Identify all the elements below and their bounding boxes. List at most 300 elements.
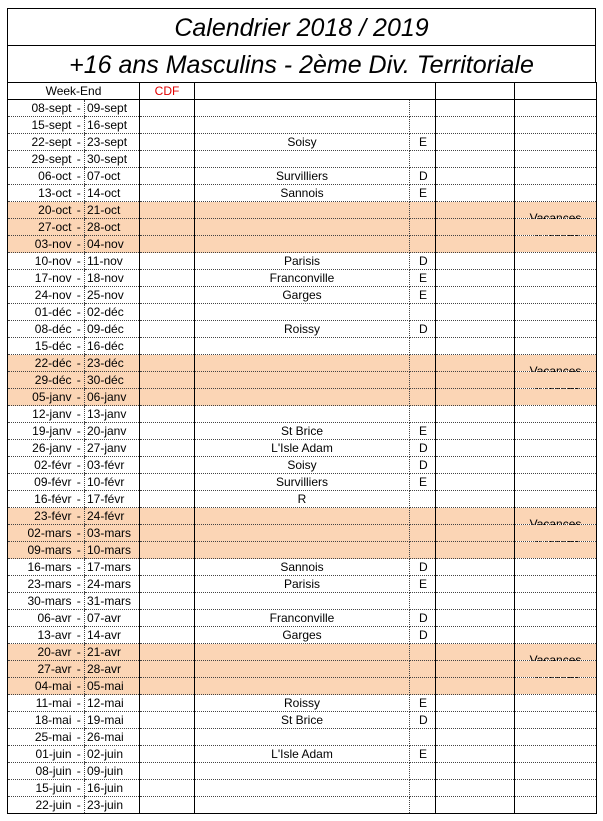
home-away-cell	[410, 202, 436, 219]
notes-cell	[515, 185, 597, 202]
calendar-title: Calendrier 2018 / 2019	[8, 9, 595, 46]
home-away-cell: E	[410, 474, 436, 491]
sunday-date: 06-janv	[85, 389, 140, 406]
table-row	[8, 576, 597, 593]
home-away-cell	[410, 525, 436, 542]
table-row	[8, 797, 597, 814]
saturday-date: 15-déc	[8, 338, 74, 355]
sunday-date: 20-janv	[85, 423, 140, 440]
saturday-date: 06-oct	[8, 168, 74, 185]
table-row	[8, 406, 597, 423]
sunday-date: 03-mars	[85, 525, 140, 542]
extra-cell	[436, 372, 515, 389]
date-separator: -	[74, 355, 85, 372]
notes-cell	[515, 508, 597, 525]
cdf-cell	[140, 508, 195, 525]
extra-cell	[436, 219, 515, 236]
home-away-cell	[410, 236, 436, 253]
saturday-date: 09-févr	[8, 474, 74, 491]
cdf-cell	[140, 474, 195, 491]
saturday-date: 26-janv	[8, 440, 74, 457]
opponent-cell: Garges	[195, 627, 410, 644]
notes-cell	[515, 746, 597, 763]
cdf-cell	[140, 763, 195, 780]
opponent-cell: Franconville	[195, 610, 410, 627]
sunday-date: 10-févr	[85, 474, 140, 491]
opponent-cell	[195, 593, 410, 610]
extra-cell	[436, 355, 515, 372]
extra-cell	[436, 593, 515, 610]
saturday-date: 22-sept	[8, 134, 74, 151]
sunday-date: 18-nov	[85, 270, 140, 287]
cdf-cell	[140, 253, 195, 270]
sunday-date: 11-nov	[85, 253, 140, 270]
notes-cell	[515, 423, 597, 440]
saturday-date: 08-déc	[8, 321, 74, 338]
home-away-cell: E	[410, 423, 436, 440]
table-row	[8, 321, 597, 338]
date-separator: -	[74, 287, 85, 304]
table-row	[8, 355, 597, 372]
saturday-date: 30-mars	[8, 593, 74, 610]
sunday-date: 07-oct	[85, 168, 140, 185]
sunday-date: 14-oct	[85, 185, 140, 202]
notes-cell	[515, 236, 597, 253]
date-separator: -	[74, 542, 85, 559]
sunday-date: 21-oct	[85, 202, 140, 219]
home-away-cell: D	[410, 559, 436, 576]
table-row	[8, 593, 597, 610]
opponent-cell	[195, 236, 410, 253]
sunday-date: 17-févr	[85, 491, 140, 508]
table-row	[8, 440, 597, 457]
saturday-date: 23-févr	[8, 508, 74, 525]
date-separator: -	[74, 559, 85, 576]
extra-cell	[436, 661, 515, 678]
date-separator: -	[74, 406, 85, 423]
extra-cell	[436, 644, 515, 661]
home-away-cell	[410, 593, 436, 610]
table-row	[8, 236, 597, 253]
sunday-date: 16-juin	[85, 780, 140, 797]
date-separator: -	[74, 219, 85, 236]
extra-cell	[436, 423, 515, 440]
sunday-date: 13-janv	[85, 406, 140, 423]
opponent-cell	[195, 729, 410, 746]
table-row	[8, 185, 597, 202]
table-row	[8, 661, 597, 678]
date-separator: -	[74, 236, 85, 253]
opponent-cell	[195, 644, 410, 661]
notes-cell	[515, 457, 597, 474]
cdf-cell	[140, 491, 195, 508]
date-separator: -	[74, 576, 85, 593]
sunday-date: 25-nov	[85, 287, 140, 304]
cdf-cell	[140, 287, 195, 304]
home-away-cell	[410, 542, 436, 559]
notes-cell	[515, 287, 597, 304]
home-away-cell: E	[410, 134, 436, 151]
saturday-date: 24-nov	[8, 287, 74, 304]
saturday-date: 27-oct	[8, 219, 74, 236]
table-row	[8, 100, 597, 117]
table-row	[8, 780, 597, 797]
saturday-date: 29-déc	[8, 372, 74, 389]
table-row	[8, 678, 597, 695]
home-away-cell	[410, 151, 436, 168]
cdf-cell	[140, 712, 195, 729]
notes-cell	[515, 321, 597, 338]
date-separator: -	[74, 729, 85, 746]
sunday-date: 21-avr	[85, 644, 140, 661]
opponent-cell	[195, 406, 410, 423]
table-row	[8, 151, 597, 168]
date-separator: -	[74, 423, 85, 440]
extra-cell	[436, 117, 515, 134]
extra-cell	[436, 780, 515, 797]
opponent-header	[195, 83, 436, 100]
extra-cell	[436, 457, 515, 474]
home-away-cell: D	[410, 253, 436, 270]
extra-cell	[436, 797, 515, 814]
extra-cell	[436, 185, 515, 202]
extra-cell	[436, 559, 515, 576]
date-separator: -	[74, 372, 85, 389]
home-away-cell: E	[410, 695, 436, 712]
extra-cell	[436, 321, 515, 338]
table-row	[8, 457, 597, 474]
cdf-cell	[140, 355, 195, 372]
extra-cell	[436, 763, 515, 780]
sunday-date: 30-sept	[85, 151, 140, 168]
date-separator: -	[74, 338, 85, 355]
extra-cell	[436, 287, 515, 304]
sunday-date: 03-févr	[85, 457, 140, 474]
opponent-cell	[195, 763, 410, 780]
date-separator: -	[74, 168, 85, 185]
saturday-date: 15-juin	[8, 780, 74, 797]
cdf-cell	[140, 542, 195, 559]
table-row	[8, 134, 597, 151]
opponent-cell	[195, 219, 410, 236]
cdf-cell	[140, 610, 195, 627]
table-row	[8, 372, 597, 389]
table-row	[8, 270, 597, 287]
date-separator: -	[74, 695, 85, 712]
home-away-cell	[410, 678, 436, 695]
home-away-cell: D	[410, 168, 436, 185]
cdf-cell	[140, 134, 195, 151]
extra-cell	[436, 134, 515, 151]
saturday-date: 09-mars	[8, 542, 74, 559]
date-separator: -	[74, 151, 85, 168]
date-separator: -	[74, 491, 85, 508]
notes-cell	[515, 491, 597, 508]
cdf-cell	[140, 525, 195, 542]
saturday-date: 23-mars	[8, 576, 74, 593]
cdf-cell	[140, 338, 195, 355]
opponent-cell: Franconville	[195, 270, 410, 287]
date-separator: -	[74, 712, 85, 729]
opponent-cell: Soisy	[195, 134, 410, 151]
cdf-cell	[140, 168, 195, 185]
sunday-date: 30-déc	[85, 372, 140, 389]
opponent-cell: Parisis	[195, 253, 410, 270]
home-away-cell: D	[410, 610, 436, 627]
notes-cell	[515, 542, 597, 559]
home-away-cell	[410, 389, 436, 406]
extra-cell	[436, 440, 515, 457]
opponent-cell	[195, 202, 410, 219]
extra-cell	[436, 151, 515, 168]
cdf-cell	[140, 440, 195, 457]
cdf-cell	[140, 457, 195, 474]
cdf-cell	[140, 661, 195, 678]
date-separator: -	[74, 304, 85, 321]
cdf-cell	[140, 559, 195, 576]
opponent-cell: R	[195, 491, 410, 508]
table-row	[8, 338, 597, 355]
notes-cell	[515, 304, 597, 321]
cdf-cell	[140, 270, 195, 287]
saturday-date: 18-mai	[8, 712, 74, 729]
notes-cell	[515, 100, 597, 117]
table-row	[8, 610, 597, 627]
home-away-cell	[410, 355, 436, 372]
cdf-cell	[140, 627, 195, 644]
home-away-cell	[410, 219, 436, 236]
notes-cell	[515, 253, 597, 270]
cdf-cell	[140, 202, 195, 219]
extra-cell	[436, 525, 515, 542]
notes-cell	[515, 474, 597, 491]
title-box	[7, 8, 596, 82]
home-away-cell: E	[410, 287, 436, 304]
opponent-cell: L'Isle Adam	[195, 440, 410, 457]
opponent-cell	[195, 355, 410, 372]
saturday-date: 15-sept	[8, 117, 74, 134]
table-row	[8, 474, 597, 491]
extra-cell	[436, 491, 515, 508]
cdf-cell	[140, 389, 195, 406]
extra-cell	[436, 168, 515, 185]
home-away-cell: E	[410, 576, 436, 593]
table-row	[8, 644, 597, 661]
notes-cell	[515, 440, 597, 457]
extra-cell	[436, 338, 515, 355]
sunday-date: 24-févr	[85, 508, 140, 525]
extra-cell	[436, 236, 515, 253]
saturday-date: 08-juin	[8, 763, 74, 780]
date-separator: -	[74, 525, 85, 542]
notes-cell	[515, 780, 597, 797]
home-away-cell	[410, 508, 436, 525]
cdf-cell	[140, 695, 195, 712]
opponent-cell: St Brice	[195, 423, 410, 440]
saturday-date: 29-sept	[8, 151, 74, 168]
extra-cell	[436, 100, 515, 117]
opponent-cell	[195, 542, 410, 559]
calendar-subtitle: +16 ans Masculins - 2ème Div. Territoriale	[69, 51, 534, 79]
notes-cell	[515, 338, 597, 355]
date-separator: -	[74, 457, 85, 474]
sunday-date: 31-mars	[85, 593, 140, 610]
opponent-cell: St Brice	[195, 712, 410, 729]
saturday-date: 01-juin	[8, 746, 74, 763]
notes-cell	[515, 593, 597, 610]
saturday-date: 25-mai	[8, 729, 74, 746]
date-separator: -	[74, 134, 85, 151]
table-row	[8, 253, 597, 270]
table-row	[8, 729, 597, 746]
extra-cell	[436, 474, 515, 491]
sunday-date: 16-déc	[85, 338, 140, 355]
notes-cell	[515, 219, 597, 236]
cdf-cell	[140, 219, 195, 236]
sunday-date: 02-déc	[85, 304, 140, 321]
saturday-date: 20-avr	[8, 644, 74, 661]
opponent-cell	[195, 525, 410, 542]
sunday-date: 19-mai	[85, 712, 140, 729]
sunday-date: 24-mars	[85, 576, 140, 593]
cdf-cell	[140, 423, 195, 440]
home-away-cell: D	[410, 627, 436, 644]
extra-cell	[436, 729, 515, 746]
cdf-cell	[140, 100, 195, 117]
schedule-table	[7, 82, 597, 814]
notes-cell	[515, 168, 597, 185]
notes-cell	[515, 678, 597, 695]
opponent-cell: Sannois	[195, 185, 410, 202]
table-row	[8, 627, 597, 644]
saturday-date: 05-janv	[8, 389, 74, 406]
sunday-date: 02-juin	[85, 746, 140, 763]
sunday-date: 09-sept	[85, 100, 140, 117]
table-row	[8, 423, 597, 440]
extra-cell	[436, 406, 515, 423]
notes-cell	[515, 695, 597, 712]
saturday-date: 22-juin	[8, 797, 74, 814]
notes-cell	[515, 406, 597, 423]
notes-cell	[515, 576, 597, 593]
home-away-cell: D	[410, 440, 436, 457]
saturday-date: 08-sept	[8, 100, 74, 117]
notes-cell	[515, 644, 597, 661]
notes-cell	[515, 202, 597, 219]
opponent-cell	[195, 151, 410, 168]
sunday-date: 09-déc	[85, 321, 140, 338]
table-row	[8, 508, 597, 525]
home-away-cell	[410, 117, 436, 134]
home-away-cell: D	[410, 712, 436, 729]
notes-cell	[515, 389, 597, 406]
date-separator: -	[74, 746, 85, 763]
opponent-cell: L'Isle Adam	[195, 746, 410, 763]
sunday-date: 17-mars	[85, 559, 140, 576]
saturday-date: 19-janv	[8, 423, 74, 440]
cdf-cell	[140, 678, 195, 695]
notes-cell	[515, 610, 597, 627]
home-away-cell	[410, 763, 436, 780]
extra-cell	[436, 542, 515, 559]
extra-cell	[436, 610, 515, 627]
date-separator: -	[74, 593, 85, 610]
opponent-cell	[195, 797, 410, 814]
sunday-date: 05-mai	[85, 678, 140, 695]
opponent-cell	[195, 661, 410, 678]
date-separator: -	[74, 100, 85, 117]
sunday-date: 09-juin	[85, 763, 140, 780]
table-row	[8, 287, 597, 304]
sunday-date: 23-sept	[85, 134, 140, 151]
home-away-cell: D	[410, 457, 436, 474]
saturday-date: 27-avr	[8, 661, 74, 678]
notes-cell	[515, 134, 597, 151]
opponent-cell: Survilliers	[195, 168, 410, 185]
cdf-cell	[140, 780, 195, 797]
saturday-date: 13-avr	[8, 627, 74, 644]
extra-cell	[436, 202, 515, 219]
cdf-cell	[140, 185, 195, 202]
cdf-header: CDF	[140, 83, 195, 100]
home-away-cell: D	[410, 321, 436, 338]
sunday-date: 12-mai	[85, 695, 140, 712]
sunday-date: 07-avr	[85, 610, 140, 627]
table-row	[8, 202, 597, 219]
saturday-date: 02-févr	[8, 457, 74, 474]
table-row	[8, 746, 597, 763]
date-separator: -	[74, 321, 85, 338]
date-separator: -	[74, 440, 85, 457]
extra-cell	[436, 627, 515, 644]
table-row	[8, 304, 597, 321]
saturday-date: 02-mars	[8, 525, 74, 542]
cdf-cell	[140, 304, 195, 321]
cdf-cell	[140, 406, 195, 423]
home-away-cell	[410, 780, 436, 797]
sunday-date: 04-nov	[85, 236, 140, 253]
home-away-cell	[410, 338, 436, 355]
saturday-date: 11-mai	[8, 695, 74, 712]
home-away-cell	[410, 372, 436, 389]
saturday-date: 13-oct	[8, 185, 74, 202]
header-row	[8, 83, 597, 100]
notes-cell	[515, 270, 597, 287]
cdf-cell	[140, 746, 195, 763]
date-separator: -	[74, 678, 85, 695]
weekend-header: Week-End	[8, 83, 140, 100]
table-row	[8, 542, 597, 559]
date-separator: -	[74, 270, 85, 287]
extra-header	[436, 83, 515, 100]
notes-cell	[515, 372, 597, 389]
date-separator: -	[74, 508, 85, 525]
extra-cell	[436, 576, 515, 593]
notes-cell	[515, 117, 597, 134]
opponent-cell: Roissy	[195, 321, 410, 338]
table-row	[8, 168, 597, 185]
home-away-cell	[410, 797, 436, 814]
sunday-date: 14-avr	[85, 627, 140, 644]
home-away-cell	[410, 491, 436, 508]
date-separator: -	[74, 610, 85, 627]
cdf-cell	[140, 372, 195, 389]
opponent-cell	[195, 508, 410, 525]
date-separator: -	[74, 474, 85, 491]
extra-cell	[436, 389, 515, 406]
saturday-date: 06-avr	[8, 610, 74, 627]
date-separator: -	[74, 627, 85, 644]
